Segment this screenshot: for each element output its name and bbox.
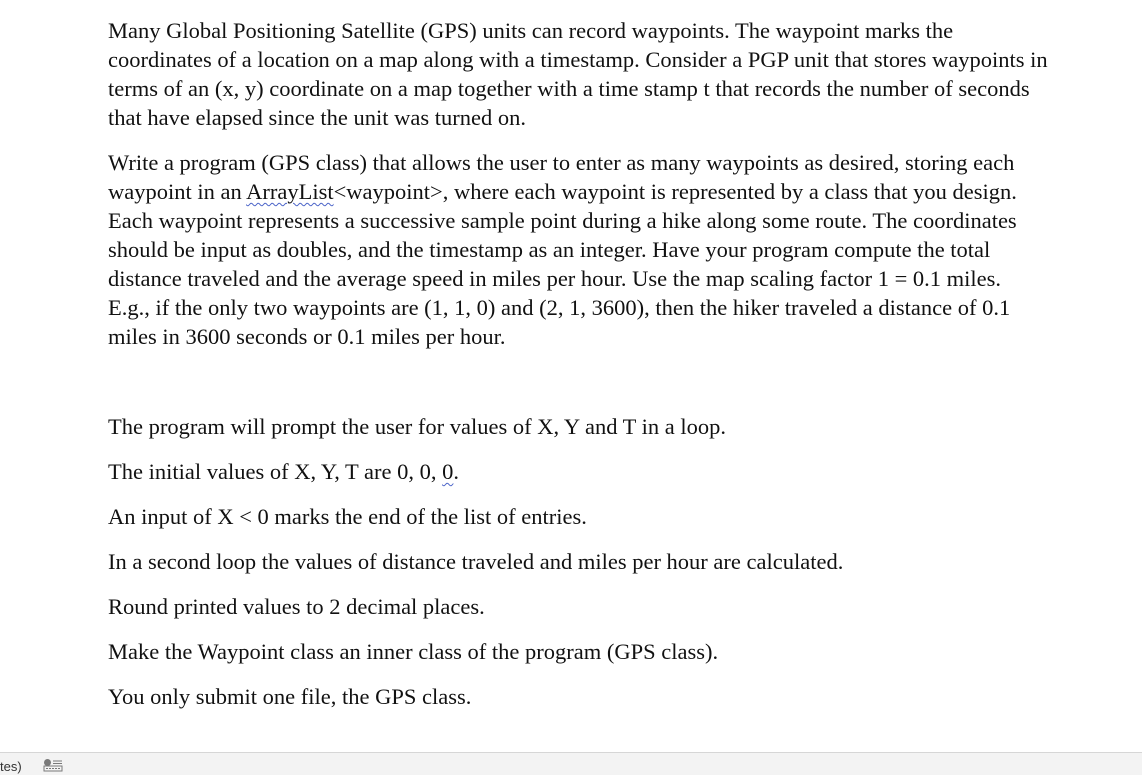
page-layout-icon[interactable] (43, 758, 63, 772)
requirement-initial-values (108, 457, 1048, 486)
requirement-inner-class: Make the Waypoint class an inner class of the program (GPS class). (108, 639, 719, 664)
status-bar (0, 752, 1142, 775)
paragraph-instructions (108, 148, 1048, 351)
paragraph-intro: Many Global Positioning Satellite (GPS) units can record waypoints. The waypoint marks the coordinates of a location on a map along with a timestamp. Consider a PGP unit that stores waypoints in terms of an (x, y) coordinate on a map together with a time stamp t that records the number of seconds that have elapsed since the unit was turned on. (108, 18, 1048, 130)
requirement-initial-values-end: . (453, 459, 459, 484)
requirement-end-input: An input of X < 0 marks the end of the list of entries. (108, 504, 587, 529)
status-bar-text: tes) (0, 759, 22, 774)
spellcheck-flagged-word[interactable]: ArrayList (246, 179, 334, 204)
requirement-submission: You only submit one file, the GPS class. (108, 684, 472, 709)
requirement-initial-values-text: The initial values of X, Y, T are 0, 0, (108, 459, 443, 484)
grammar-flagged-word[interactable]: 0 (442, 459, 454, 484)
requirement-prompt-loop: The program will prompt the user for values of X, Y and T in a loop. (108, 414, 726, 439)
requirement-second-loop: In a second loop the values of distance traveled and miles per hour are calculated. (108, 549, 844, 574)
paragraph-instructions-start: Write a program (GPS class) that allows the user to enter as many waypoints as desired, storing each waypoint in an (108, 150, 1015, 204)
paragraph-instructions-end: <waypoint>, where each waypoint is represented by a class that you design. Each waypoint represents a successive sample point during a hike along some route. The coordinates should be input as doubles, and the timestamp as an integer. Have your program compute the total distance traveled and the average speed in miles per hour. Use the map scaling factor 1 = 0.1 miles. E.g., if the only two waypoints are (1, 1, 0) and (2, 1, 3600), then the hiker traveled a distance of 0.1 miles in 3600 seconds or 0.1 miles per hour. (108, 179, 1017, 349)
document-body[interactable] (108, 16, 1048, 727)
requirement-rounding: Round printed values to 2 decimal places. (108, 594, 485, 619)
